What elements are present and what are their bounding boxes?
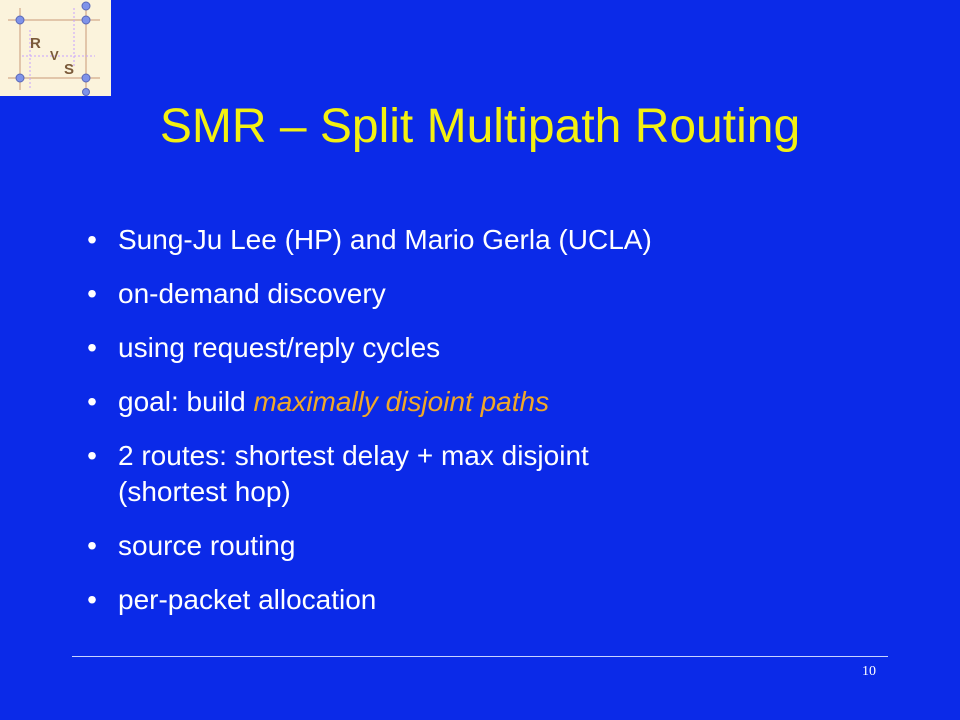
rvs-logo-graphic — [0, 0, 111, 96]
bullet-text: Sung-Ju Lee (HP) and Mario Gerla (UCLA) — [118, 224, 652, 255]
bullet-text: using request/reply cycles — [118, 332, 441, 363]
bullet-list — [80, 222, 940, 636]
rvs-logo — [0, 0, 111, 96]
bullet-item-discovery — [80, 276, 940, 312]
bullet-glyph: • — [87, 224, 97, 255]
slide-title: SMR – Split Multipath Routing — [159, 100, 801, 153]
bullet-text-line1: 2 routes: shortest delay + max disjoint — [118, 440, 589, 471]
page-number: 10 — [862, 664, 876, 679]
bullet-text: on-demand discovery — [118, 278, 386, 309]
bullet-glyph: • — [87, 386, 97, 417]
bullet-item-authors — [80, 222, 940, 258]
bullet-glyph: • — [87, 440, 97, 471]
bullet-glyph: • — [87, 530, 97, 561]
bullet-text-prefix: goal: build — [118, 386, 254, 417]
bullet-text: per-packet allocation — [118, 584, 377, 615]
bullet-item-goal — [80, 384, 940, 420]
bullet-text-highlight: maximally disjoint paths — [253, 386, 550, 417]
bullet-glyph: • — [87, 584, 97, 615]
bullet-text-line2: (shortest hop) — [118, 476, 291, 507]
bullet-glyph: • — [87, 332, 97, 363]
bullet-item-routes — [80, 438, 940, 510]
bullet-text: source routing — [118, 530, 296, 561]
footer-divider — [72, 656, 888, 657]
logo-letter-r: R — [30, 35, 41, 52]
bullet-item-allocation — [80, 582, 940, 618]
bullet-item-source-routing — [80, 528, 940, 564]
logo-letter-s: S — [64, 61, 75, 78]
logo-letter-v: V — [50, 48, 59, 63]
bullet-glyph: • — [87, 278, 97, 309]
bullet-item-cycles — [80, 330, 940, 366]
